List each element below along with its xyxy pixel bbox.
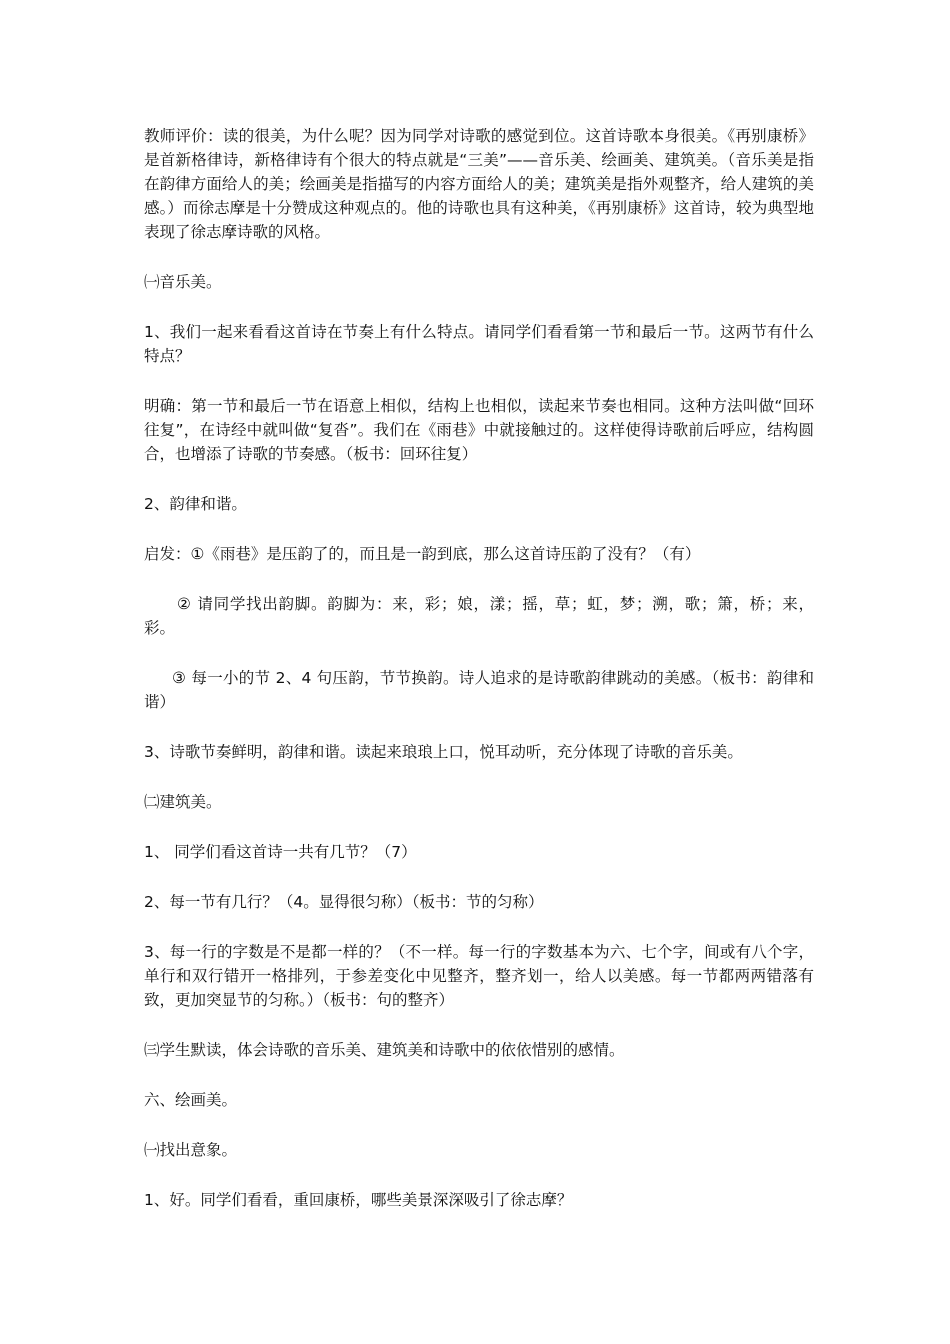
paragraph-clarification: 明确：第一节和最后一节在语意上相似，结构上也相似，读起来节奏也相同。这种方法叫做“回环往复”，在诗经中就叫做“复沓”。我们在《雨巷》中就接触过的。这样使得诗歌前后呼应，结构圆合，也增添了诗歌的节奏感。（板书：回环往复）	[144, 397, 814, 463]
paragraph-inspiration: 启发：①《雨巷》是压韵了的，而且是一韵到底，那么这首诗压韵了没有？（有）	[144, 545, 701, 563]
paragraph-word-count: 3、每一行的字数是不是都一样的？（不一样。每一行的字数基本为六、七个字，间或有八个字，单行和双行错开一格排列，于参差变化中见整齐，整齐划一，给人以美感。每一节都两两错落有致，更加突显节的匀称。）（板书：句的整齐）	[144, 943, 814, 1009]
paragraph-teacher-evaluation: 教师评价：读的很美，为什么呢？因为同学对诗歌的感觉到位。这首诗歌本身很美。《再别康桥》是首新格律诗，新格律诗有个很大的特点就是“三美”——音乐美、绘画美、建筑美。（音乐美是指在韵律方面给人的美；绘画美是指描写的内容方面给人的美；建筑美是指外观整齐，给人建筑的美感。）而徐志摩是十分赞成这种观点的。他的诗歌也具有这种美，《再别康桥》这首诗，较为典型地表现了徐志摩诗歌的风格。	[144, 127, 814, 241]
heading-music-beauty: ㈠音乐美。	[144, 273, 222, 291]
heading-architecture-beauty: ㈡建筑美。	[144, 793, 222, 811]
paragraph-rhyme-harmony: 2、韵律和谐。	[144, 495, 247, 513]
heading-find-imagery: ㈠找出意象。	[144, 1141, 238, 1159]
paragraph-stanza-count: 1、 同学们看这首诗一共有几节？（7）	[144, 843, 417, 861]
paragraph-silent-reading: ㈢学生默读，体会诗歌的音乐美、建筑美和诗歌中的依依惜别的感情。	[144, 1041, 625, 1059]
paragraph-rhythm-question: 1、我们一起来看看这首诗在节奏上有什么特点。请同学们看看第一节和最后一节。这两节有什么特点？	[144, 323, 814, 365]
paragraph-scenery-question: 1、好。同学们看看，重回康桥，哪些美景深深吸引了徐志摩？	[144, 1191, 573, 1209]
paragraph-rhyme-change: ③ 每一小的节 2、4 句压韵，节节换韵。诗人追求的是诗歌韵律跳动的美感。（板书：韵律和谐）	[144, 669, 814, 711]
paragraph-line-count: 2、每一节有几行？（4。显得很匀称）（板书：节的匀称）	[144, 893, 544, 911]
document-page	[144, 124, 814, 1238]
heading-painting-beauty: 六、绘画美。	[144, 1091, 238, 1109]
paragraph-rhyme-feet: ② 请同学找出韵脚。韵脚为：来，彩；娘，漾；摇，草；虹，梦；溯，歌；箫，桥；来，彩。	[144, 595, 814, 637]
paragraph-music-summary: 3、诗歌节奏鲜明，韵律和谐。读起来琅琅上口，悦耳动听，充分体现了诗歌的音乐美。	[144, 743, 743, 761]
